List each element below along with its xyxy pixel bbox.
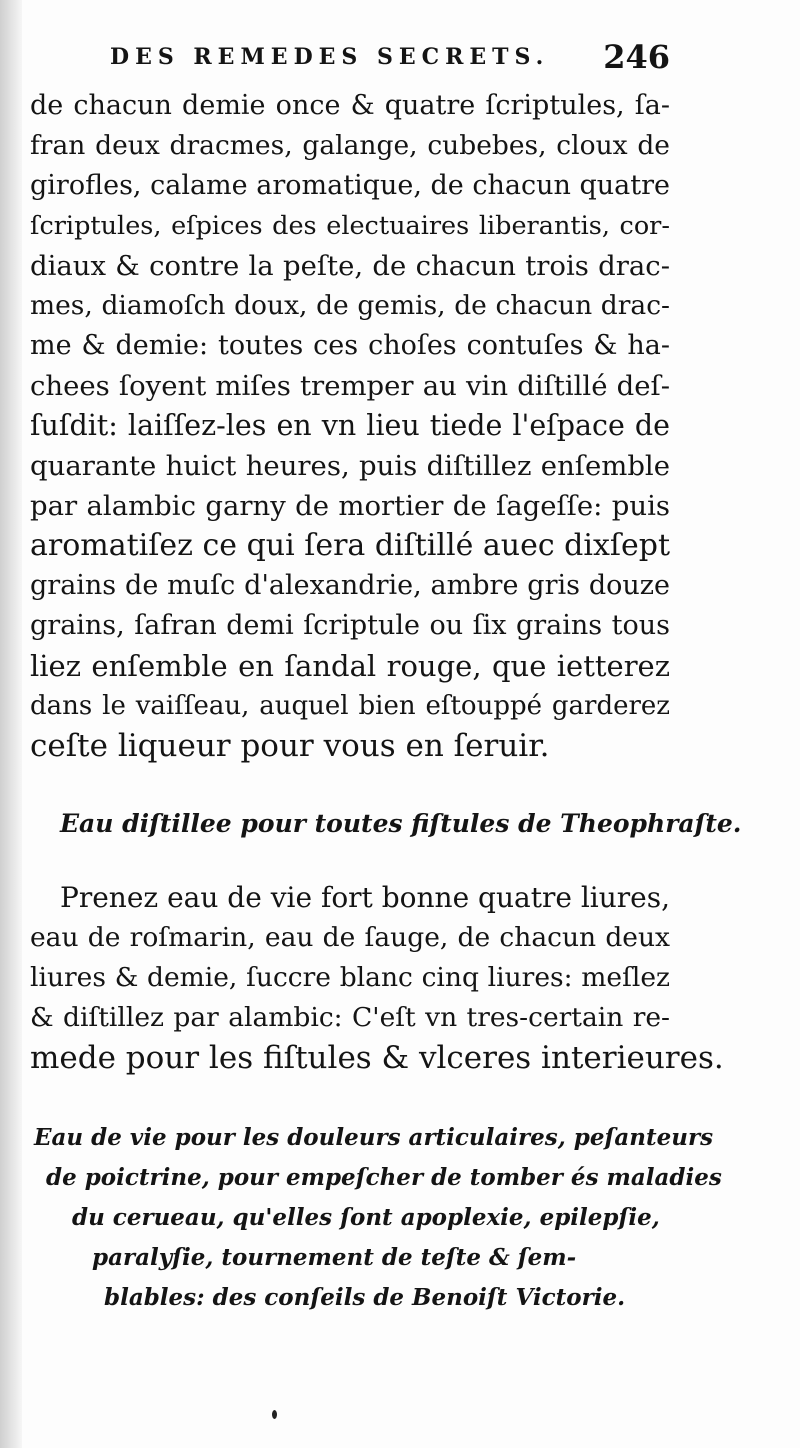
heading-line: blables: des conſeils de Benoiſt Victorie. (104, 1284, 626, 1311)
heading-line: paralyſie, tournement de teſte & ſem- (92, 1244, 577, 1271)
page-gutter-shadow (0, 0, 22, 1448)
heading-line: du cerueau, qu'elles ſont apoplexie, epilepſie, (72, 1204, 660, 1231)
text-line: fran deux dracmes, galange, cubebes, cloux de (30, 130, 670, 161)
text-line: aromatiſez ce qui ſera diſtillé auec dixſept (30, 528, 671, 563)
text-line: me & demie: toutes ces choſes contuſes & ha- (30, 330, 670, 361)
heading-line: Eau de vie pour les douleurs articulaires, peſanteurs (34, 1124, 714, 1151)
ink-dot-ornament (272, 1410, 277, 1419)
text-line: chees ſoyent miſes tremper au vin diſtillé deſ- (30, 370, 670, 402)
page-number: 246 (603, 38, 670, 76)
text-line: grains, ſafran demi ſcriptule ou ſix grains tous (30, 610, 670, 641)
text-line: ceſte liqueur pour vous en ſeruir. (30, 728, 550, 764)
running-header (110, 38, 670, 80)
section-heading-fistules: Eau diſtillee pour toutes fiſtules de Theophraſte. (60, 809, 742, 838)
text-line: quarante huict heures, puis diſtillez enſemble (30, 450, 670, 482)
text-line: Prenez eau de vie fort bonne quatre liures, (60, 881, 670, 914)
text-line: ſcriptules, eſpices des electuaires liberantis, cor- (30, 211, 670, 241)
text-line: grains de muſc d'alexandrie, ambre gris douze (30, 570, 670, 601)
text-line: dans le vaiſſeau, auquel bien eſtouppé garderez (30, 691, 670, 721)
text-line: eau de roſmarin, eau de ſauge, de chacun deux (30, 922, 670, 953)
text-line: mede pour les fiſtules & vlceres interieures. (30, 1040, 724, 1076)
text-line: diaux & contre la peſte, de chacun trois drac- (30, 250, 670, 282)
text-line: de chacun demie once & quatre ſcriptules, ſa- (30, 90, 670, 121)
text-line: liures & demie, ſuccre blanc cinq liures: meſlez (30, 962, 670, 993)
text-line: ſuſdit: laiſſez-les en vn lieu tiede l'eſpace de (30, 409, 670, 442)
text-line: girofles, calame aromatique, de chacun quatre (30, 170, 670, 201)
text-line: par alambic garny de mortier de ſageſſe: puis (30, 490, 670, 522)
text-line: liez enſemble en ſandal rouge, que ietterez (30, 649, 670, 683)
text-line: mes, diamoſch doux, de gemis, de chacun drac- (30, 290, 670, 321)
text-line: & diſtillez par alambic: C'eſt vn tres-certain re- (30, 1002, 670, 1033)
running-title: DES REMEDES SECRETS. (110, 44, 550, 70)
heading-line: de poictrine, pour empeſcher de tomber és maladies (46, 1164, 722, 1191)
